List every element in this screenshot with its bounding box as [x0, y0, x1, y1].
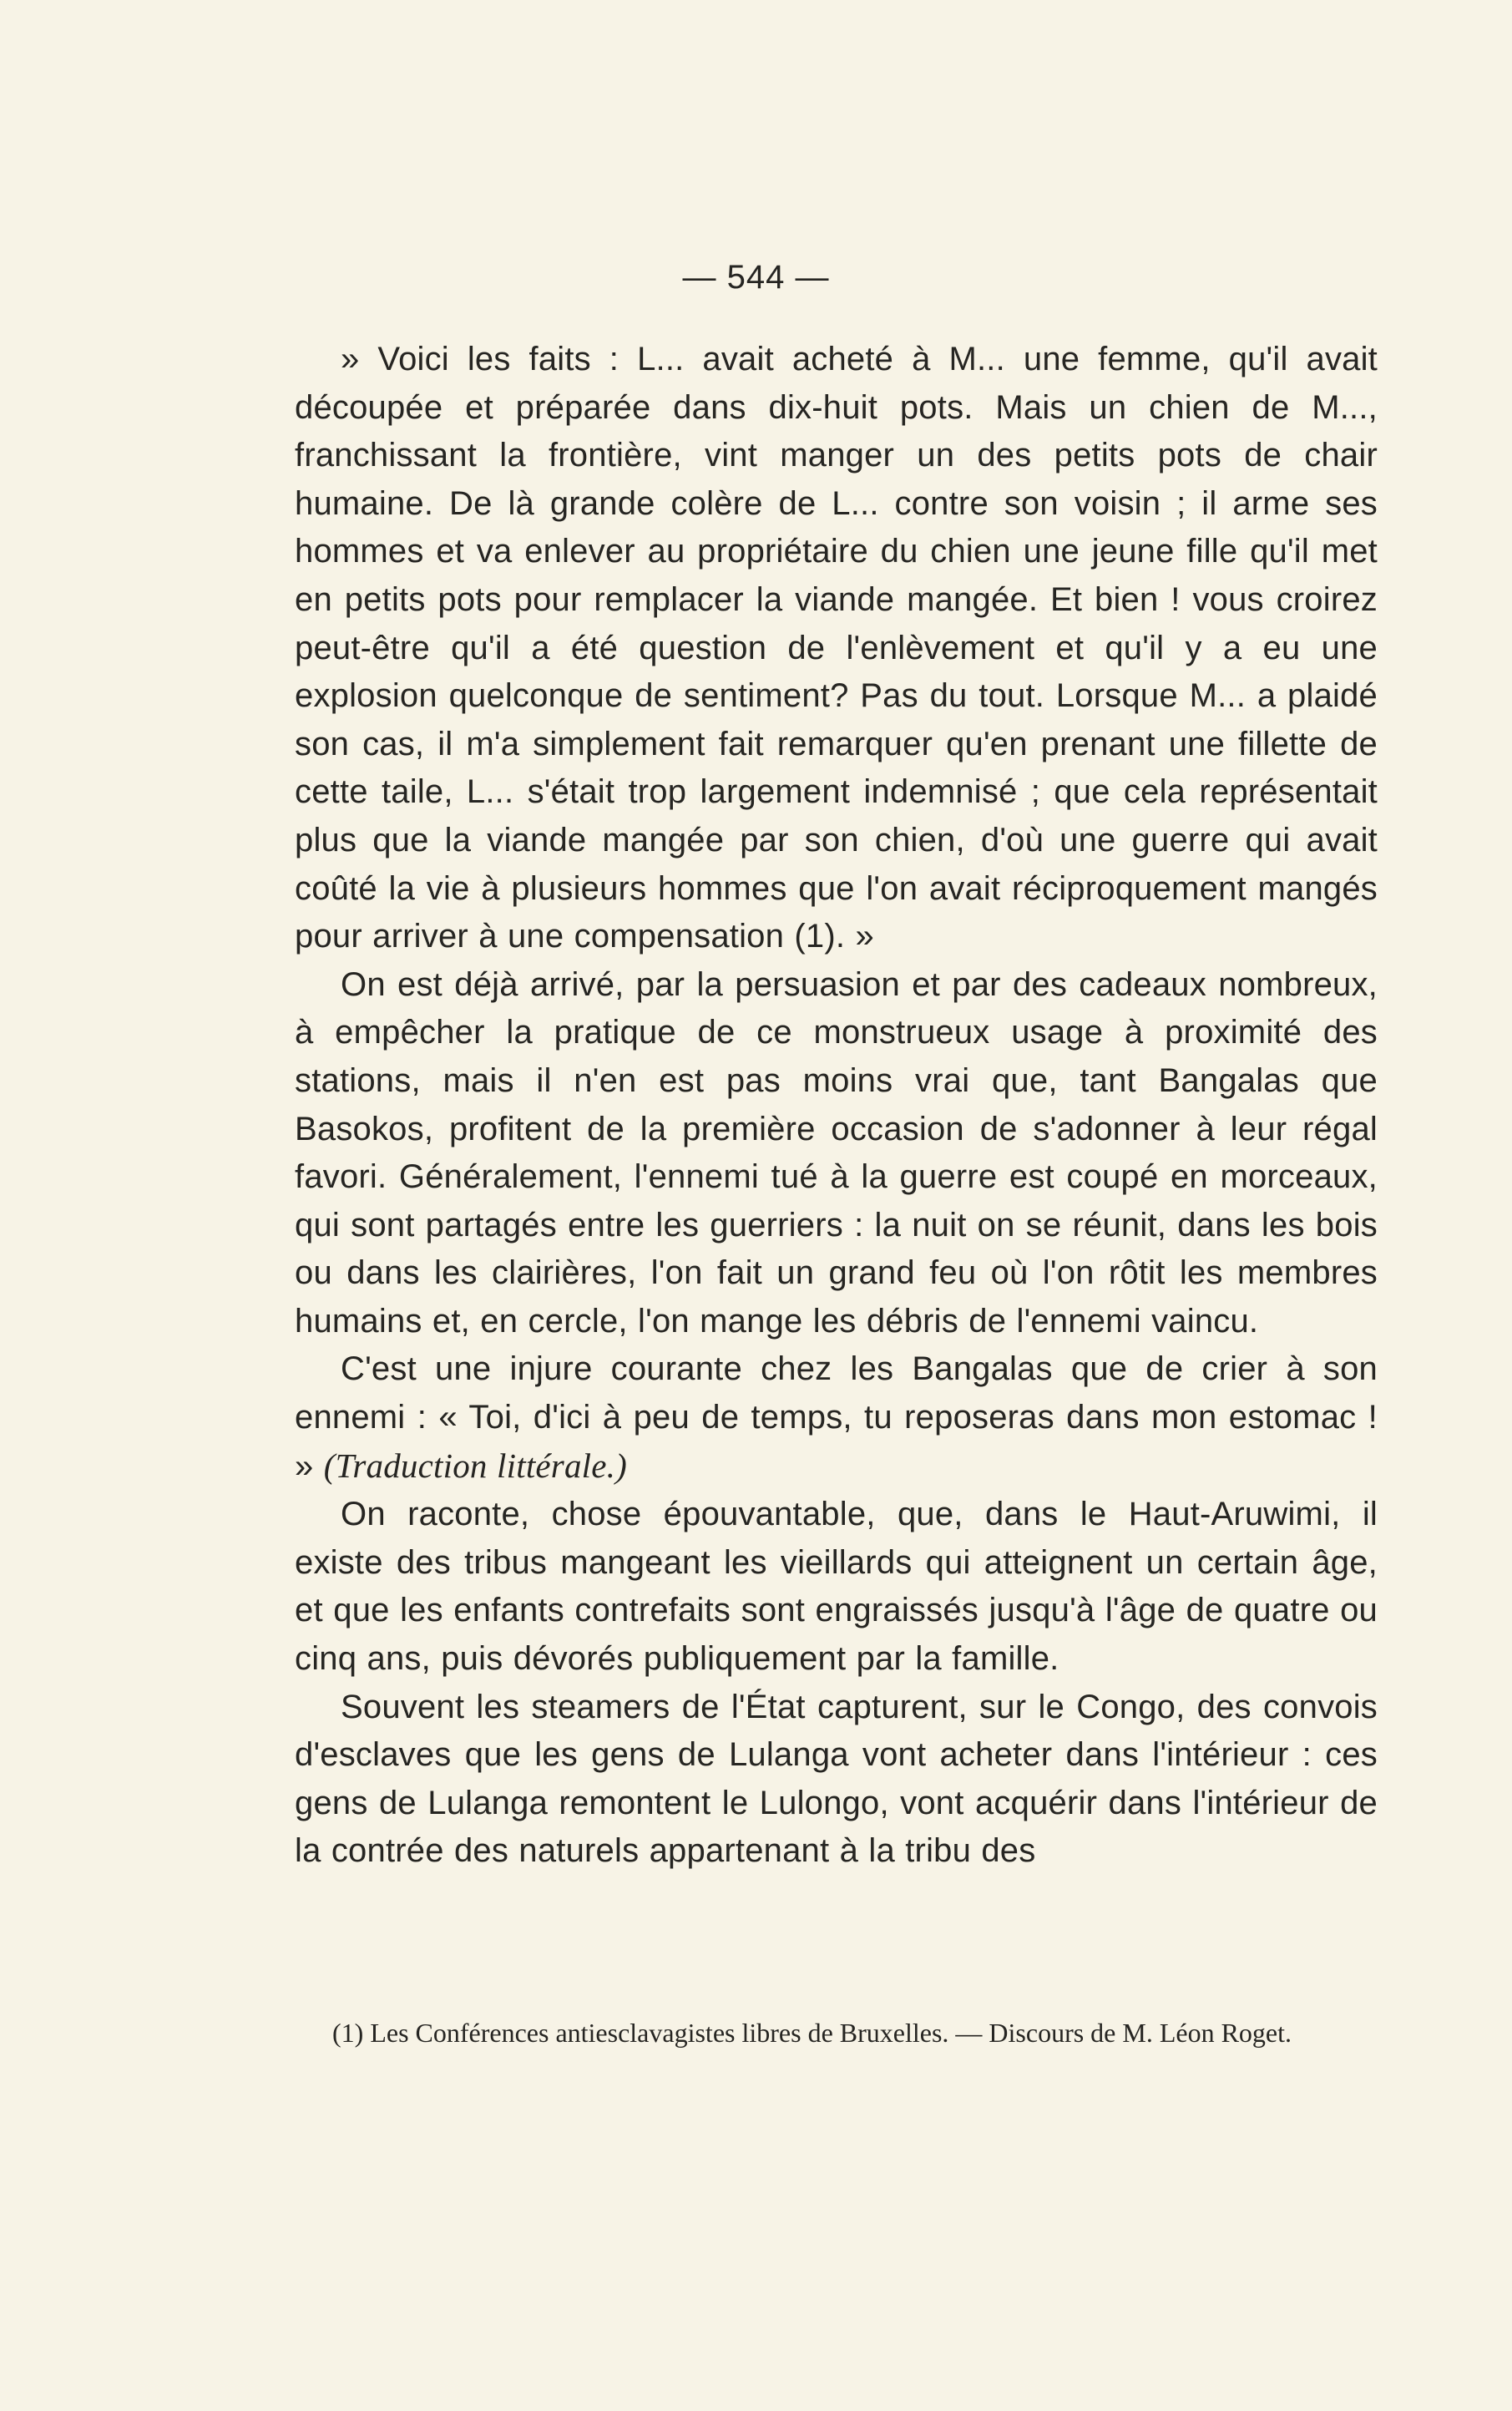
paragraph-voici-les-faits: » Voici les faits : L... avait acheté à M... une femme, qu'il avait découpée et préparée dans dix-huit pots. Mais un chien de M..., franchissant la frontière, vint manger un des petits pots de chair humaine. De là grande colère de L... contre son voisin ; il arme ses hommes et va enlever au propriétaire du chien une jeune fille qu'il met en petits pots pour remplacer la viande mangée. Et bien ! vous croirez peut-être qu'il a été question de l'enlèvement et qu'il y a eu une explosion quelconque de sentiment? Pas du tout. Lorsque M... a plaidé son cas, il m'a simplement fait remarquer qu'en prenant une fillette de cette taile, L... s'était trop largement indemnisé ; que cela représentait plus que la viande mangée par son chien, d'où une guerre qui avait coûté la vie à plusieurs hommes que l'on avait réciproquement mangés pour arriver à une compensation (1). »	[295, 341, 1378, 955]
paragraph-injure-courante	[295, 1345, 1378, 1491]
paragraph-italic-note: (Traduction littérale.)	[323, 1446, 627, 1485]
paragraph-on-est-deja-arrive: On est déjà arrivé, par la persuasion et par des cadeaux nombreux, à empêcher la pratique de ce monstrueux usage à proximité des stations, mais il n'en est pas moins vrai que, tant Bangalas que Basokos, profitent de la première occasion de s'adonner à leur régal favori. Généralement, l'ennemi tué à la guerre est coupé en morceaux, qui sont partagés entre les guerriers : la nuit on se réunit, dans les bois ou dans les clairières, l'on fait un grand feu où l'on rôtit les membres humains et, en cercle, l'on mange les débris de l'ennemi vaincu.	[295, 965, 1378, 1340]
footnote: (1) Les Conférences antiesclavagistes libres de Bruxelles. — Discours de M. Léon Roget.	[332, 2018, 1292, 2048]
page-number: — 544 —	[682, 259, 830, 296]
body-text	[295, 336, 1378, 1876]
paragraph-haut-aruwimi: On raconte, chose épouvantable, que, dans le Haut-Aruwimi, il existe des tribus mangeant les vieillards qui atteignent un certain âge, et que les enfants contrefaits sont engraissés jusqu'à l'âge de quatre ou cinq ans, puis dévorés publiquement par la famille.	[295, 1496, 1378, 1678]
paragraph-steamers-etat: Souvent les steamers de l'État capturent, sur le Congo, des convois d'esclaves que les gens de Lulanga vont acheter dans l'intérieur : ces gens de Lulanga remontent le Lulongo, vont acquérir dans l'intérieur de la contrée des naturels appartenant à la tribu des	[295, 1688, 1378, 1870]
paragraph-injure-text: C'est une injure courante chez les Bangalas que de crier à son ennemi : « Toi, d'ici à peu de temps, tu reposeras dans mon estomac ! »	[295, 1350, 1378, 1485]
